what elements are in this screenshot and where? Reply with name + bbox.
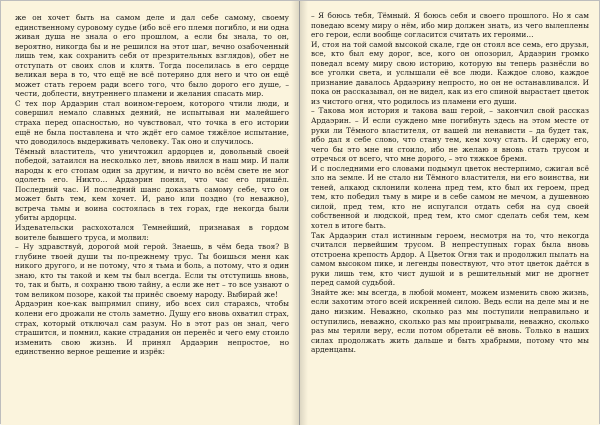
left-paragraph-1: же он хочет быть на самом деле и дал себе самому, своему единственному суровому судье (ибо всё его племя погибло, и ни одна живая душа не знала о его прошлом, а если бы знала, то он, вероятно, никогда бы и не решился на этот шаг, вечно озабоченный лишь тем, как сохранить себя от презрительных взглядов), обет не отступать от своих слов и клятв. Тогда поселилась в его сердце великая вера в то, что ещё не всё потеряно для него и что он ещё может стать героем ради всего того, что было дорого его душе, – чести, доблести, внутреннего пламени и желания спасать мир. xyxy=(15,13,289,99)
left-paragraph-4: Издевательски расхохотался Темнейший, признавая в гордом воителе бывшего труса, и молвил: xyxy=(15,223,289,242)
left-paragraph-3: Тёмный властитель, что уничтожил ардорцев и, довольный своей победой, затаился на несколько лет, вновь явился в наш мир. И пали народы к его стопам один за другим, и ничто во всём свете не мог одолеть его. Никто… Ардаэрин понял, что час его пришёл. Последний час. И последний шанс доказать самому себе, что он может быть тем, кем хочет. И, рано или поздно (то неважно), встреча тьмы и воина состоялась в тех горах, где некогда были убиты ардорцы. xyxy=(15,146,289,223)
right-paragraph-5: Так Ардаэрин стал истинным героем, несмотря на то, что некогда считался первейшим трусом. В непреступных горах была вновь отстроена крепость Ардор. А Цветок Огня так и продолжил пылать на самом высоком пике, и легенды повествуют, что этот цветок даётся в руки лишь тем, кто чист душой и в решительный миг не дрогнет перед самой судьбой. xyxy=(311,230,589,288)
right-gutter-shadow xyxy=(300,1,308,425)
right-paragraph-2: И, стоя на той самой высокой скале, где он стоял все семь, его друзья, все, кто был ему дорог, все, кого он опозорил, Ардаэрин громко поведал всему миру свою историю, которую вы теперь разнёсли во все уголки света, и услышали её все люди. Каждое слово, каждое признание давалось Ардаэрину непросто, но он не останавливался. И пока он рассказывал, он не видел, как из его спиной вырастает цветок из чистого огня, что родилось из пламени его души. xyxy=(311,39,589,106)
right-paragraph-1: – Я боюсь тебя, Тёмный. Я боюсь себя и своего прошлого. Но я сам поведаю всему миру о нём, ибо мир должен знать, из чего вылеплены его герои, если вообще согласится считать их героями… xyxy=(311,11,589,40)
left-paragraph-6: Ардаэрин кое-как выпрямил спину, ибо всех сил стараясь, чтобы колени его дрожали не столь заметно. Душу его вновь охватил страх, страх, который отключал сам разум. Но в этот раз он знал, чего страшится, и помнил, какие страдания он перенёс и чего ему стоило изменить свою жизнь. И принял Ардаэрин непростое, но единственно верное решение и изрёк: xyxy=(15,299,289,357)
right-paragraph-4: И с последними его словами подымул цветок нестерпимо, сжигая всё зло на земле. И не стало ни Тёмного властителя, ни его воинства, ни теней, алкаюд склонили колена пред тем, кто был их героем, пред тем, кто победил тьму в мире и в себе самом не мечом, а душевною силой, пред тем, кто не испугался отдать себя на суд своей собственной и людской, пред тем, кто смог сделать себя тем, кем хотел в итоге быть. xyxy=(311,163,589,231)
left-gutter-shadow xyxy=(291,1,299,425)
left-paragraph-2: С тех пор Ардаэрин стал воином-героем, которого чтили люди, и совершил немало славных деяний, не испытывая ни малейшего страха перед опасностью, но чувствовал, что точка в его истории ещё не была поставлена и что ждёт его самое тяжёлое испытание, что доводилось выдерживать человеку. Так оно и случилось. xyxy=(15,98,289,147)
right-page xyxy=(300,1,599,425)
right-paragraph-6: Знайте же: мы всегда, в любой момент, можем изменить свою жизнь, если захотим этого всей искренней силою. Ведь если на деле мы и не дано низким. Неважно, сколько раз мы поступили неправильно и оступились, неважно, сколько раз мы проигрывали, неважно, сколько раз мы теряли веру, если потом обретали её вновь. Только в наших силах продолжать жить дальше и быть храбрыми, потому что мы арденцаны. xyxy=(311,287,589,355)
left-page xyxy=(1,1,300,425)
left-paragraph-5: – Ну здравствуй, дорогой мой герой. Знаешь, в чём беда твоя? В глубине твоей души ты по-прежнему трус. Ты боишься меня как никого другого, и не потому, что я тьма и боль, а потому, что я один знаю, кто ты такой и кем ты был всегда. Если ты отступишь вновь, то, так и быть, я сохраню твою тайну, а если же нет – то все узнают о том великом позоре, какой ты принёс своему народу. Выбирай же! xyxy=(15,242,289,299)
right-paragraph-3: – Такова моя история и такова ваш герой, – закончил свой рассказ Ардаэрин. – И если суждено мне погибнуть здесь на этом месте от руки ли Тёмного властителя, от вашей ли ненависти – да будет так, ибо дал я себе слово, что стану тем, кем хочу стать. И сдержу его, чего бы это мне ни стоило, ибо не желаю я вновь стать трусом и отречься от всего, что мне дорого, – это тяжкое бремя. xyxy=(311,106,589,164)
